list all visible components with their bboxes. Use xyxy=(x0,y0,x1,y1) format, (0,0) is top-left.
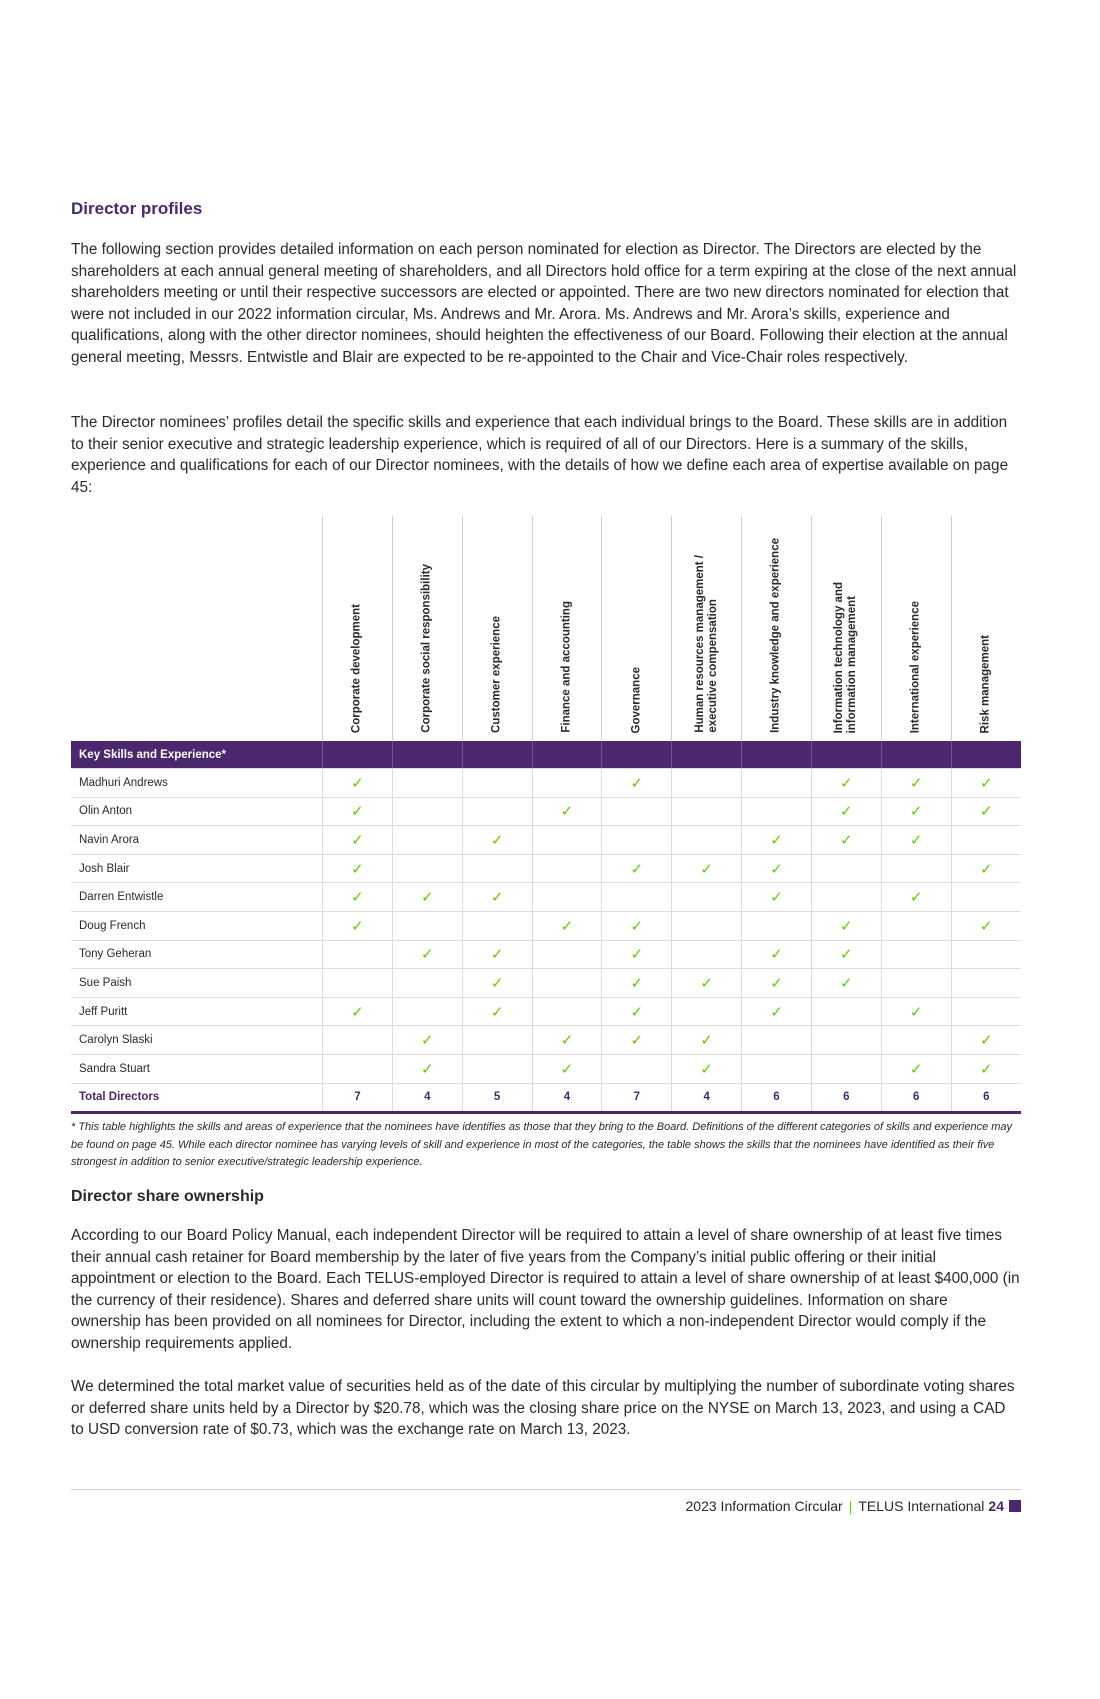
checkmark-icon: ✓ xyxy=(881,997,951,1026)
checkmark-icon: ✓ xyxy=(602,769,672,798)
director-name: Jeff Puritt xyxy=(71,997,323,1026)
empty-cell xyxy=(323,1026,393,1055)
column-header xyxy=(951,516,1021,741)
checkmark-icon: ✓ xyxy=(742,826,812,855)
column-header-label: Information technology and information management xyxy=(833,581,859,733)
empty-cell xyxy=(881,969,951,998)
total-value: 4 xyxy=(672,1083,742,1113)
empty-cell xyxy=(672,997,742,1026)
total-value: 4 xyxy=(532,1083,602,1113)
empty-cell xyxy=(532,826,602,855)
band-cell xyxy=(811,741,881,769)
checkmark-icon: ✓ xyxy=(811,940,881,969)
key-skills-band xyxy=(71,741,1021,769)
checkmark-icon: ✓ xyxy=(323,883,393,912)
total-row xyxy=(71,1083,1021,1113)
empty-cell xyxy=(462,854,532,883)
share-ownership-paragraph-2: We determined the total market value of securities held as of the date of this circular by multiplying the number of subordinate voting shares or deferred share units held by a Director by $20.78, which was the closing share price on the NYSE on March 13, 2023, and using a CAD to USD conversion rate of $0.73, which was the exchange rate on March 13, 2023. xyxy=(71,1378,1015,1439)
checkmark-icon: ✓ xyxy=(323,911,393,940)
total-value: 4 xyxy=(392,1083,462,1113)
column-header xyxy=(392,516,462,741)
empty-cell xyxy=(811,883,881,912)
director-name: Olin Anton xyxy=(71,797,323,826)
section-title-share-ownership: Director share ownership xyxy=(71,1188,264,1205)
column-header-label: Customer experience xyxy=(490,616,503,733)
checkmark-icon: ✓ xyxy=(672,1054,742,1083)
column-header xyxy=(881,516,951,741)
checkmark-icon: ✓ xyxy=(323,797,393,826)
checkmark-icon: ✓ xyxy=(951,1026,1021,1055)
director-name: Sue Paish xyxy=(71,969,323,998)
checkmark-icon: ✓ xyxy=(532,1026,602,1055)
checkmark-icon: ✓ xyxy=(811,911,881,940)
page-marker-square xyxy=(1009,1500,1021,1512)
checkmark-icon: ✓ xyxy=(392,1054,462,1083)
checkmark-icon: ✓ xyxy=(881,826,951,855)
column-header-label: Human resources management / executive compensation xyxy=(693,555,719,733)
checkmark-icon: ✓ xyxy=(532,797,602,826)
empty-cell xyxy=(672,883,742,912)
column-header xyxy=(602,516,672,741)
section-title-director-profiles: Director profiles xyxy=(71,199,203,218)
column-header-label: Corporate social responsibility xyxy=(420,564,433,733)
empty-cell xyxy=(742,1054,812,1083)
director-profiles-paragraph-1: The following section provides detailed information on each person nominated for election as Director. The Directors are elected by the shareholders at each annual general meeting of shareholders, and all Directors hold office for a term expiring at the close of the next annual shareholders meeting or until their respective successors are elected or appointed. There are two new directors nominated for election that were not included in our 2022 information circular, Ms. Andrews and Mr. Arora. Ms. Andrews and Mr. Arora’s skills, experience and qualifications, along with the other director nominees, should heighten the effectiveness of our Board. Following their election at the annual general meeting, Messrs. Entwistle and Blair are expected to be re-appointed to the Chair and Vice-Chair roles respectively. xyxy=(71,241,1017,366)
checkmark-icon: ✓ xyxy=(392,940,462,969)
checkmark-icon: ✓ xyxy=(672,1026,742,1055)
page-number: 24 xyxy=(988,1498,1004,1514)
empty-cell xyxy=(462,1054,532,1083)
column-header xyxy=(323,516,393,741)
empty-cell xyxy=(532,769,602,798)
empty-cell xyxy=(672,940,742,969)
empty-cell xyxy=(392,854,462,883)
band-cell xyxy=(462,741,532,769)
checkmark-icon: ✓ xyxy=(462,940,532,969)
total-value: 7 xyxy=(323,1083,393,1113)
empty-cell xyxy=(392,769,462,798)
empty-cell xyxy=(532,940,602,969)
table-row xyxy=(71,826,1021,855)
column-header xyxy=(811,516,881,741)
empty-cell xyxy=(951,826,1021,855)
column-header-label: International experience xyxy=(909,600,922,733)
checkmark-icon: ✓ xyxy=(602,997,672,1026)
empty-cell xyxy=(672,826,742,855)
checkmark-icon: ✓ xyxy=(811,969,881,998)
band-cell xyxy=(323,741,393,769)
column-header-label: Corporate development xyxy=(350,603,363,733)
empty-cell xyxy=(392,997,462,1026)
checkmark-icon: ✓ xyxy=(532,911,602,940)
checkmark-icon: ✓ xyxy=(462,997,532,1026)
band-cell xyxy=(742,741,812,769)
director-name: Sandra Stuart xyxy=(71,1054,323,1083)
total-value: 7 xyxy=(602,1083,672,1113)
band-cell xyxy=(672,741,742,769)
checkmark-icon: ✓ xyxy=(323,854,393,883)
checkmark-icon: ✓ xyxy=(602,911,672,940)
director-name: Darren Entwistle xyxy=(71,883,323,912)
empty-cell xyxy=(811,997,881,1026)
checkmark-icon: ✓ xyxy=(881,1054,951,1083)
footer-doc-title: 2023 Information Circular xyxy=(685,1498,843,1514)
checkmark-icon: ✓ xyxy=(881,883,951,912)
total-value: 6 xyxy=(811,1083,881,1113)
empty-cell xyxy=(672,769,742,798)
share-ownership-paragraph-1: According to our Board Policy Manual, each independent Director will be required to attain a level of share ownership of at least five times their annual cash retainer for Board membership by the later of five years from the Company’s initial public offering or their initial appointment or election to the Board. Each TELUS-employed Director is required to attain a level of share ownership of at least $400,000 (in the currency of their residence). Shares and deferred share units will count toward the ownership guidelines. Information on share ownership has been provided on all nominees for Director, including the extent to which a non-independent Director would comply if the ownership requirements applied. xyxy=(71,1227,1020,1352)
empty-cell xyxy=(532,969,602,998)
table-row xyxy=(71,883,1021,912)
checkmark-icon: ✓ xyxy=(881,797,951,826)
empty-cell xyxy=(392,969,462,998)
footer-separator: | xyxy=(848,1498,853,1514)
empty-cell xyxy=(602,826,672,855)
empty-cell xyxy=(602,1054,672,1083)
checkmark-icon: ✓ xyxy=(392,883,462,912)
total-value: 6 xyxy=(881,1083,951,1113)
checkmark-icon: ✓ xyxy=(462,883,532,912)
table-row xyxy=(71,854,1021,883)
empty-cell xyxy=(323,940,393,969)
key-skills-label: Key Skills and Experience* xyxy=(71,741,323,769)
table-row xyxy=(71,969,1021,998)
checkmark-icon: ✓ xyxy=(672,969,742,998)
empty-cell xyxy=(392,826,462,855)
empty-cell xyxy=(742,797,812,826)
empty-cell xyxy=(672,911,742,940)
checkmark-icon: ✓ xyxy=(951,854,1021,883)
footer-rule xyxy=(71,1489,1021,1490)
empty-cell xyxy=(672,797,742,826)
column-header-label: Risk management xyxy=(979,634,992,733)
checkmark-icon: ✓ xyxy=(811,826,881,855)
column-header xyxy=(532,516,602,741)
column-header xyxy=(742,516,812,741)
table-footnote: * This table highlights the skills and areas of experience that the nominees have identifies as those that they bring to the Board. Definitions of the different categories of skills and experience may be found on page 45. While each director nominee has varying levels of skill and experience in most of the categories, the table shows the skills that the nominees have identified as their five strongest in addition to senior executive/strategic leadership experience. xyxy=(71,1121,1013,1168)
checkmark-icon: ✓ xyxy=(742,969,812,998)
band-cell xyxy=(392,741,462,769)
empty-cell xyxy=(462,911,532,940)
director-name: Navin Arora xyxy=(71,826,323,855)
director-name: Madhuri Andrews xyxy=(71,769,323,798)
total-label: Total Directors xyxy=(71,1083,323,1113)
total-value: 5 xyxy=(462,1083,532,1113)
empty-cell xyxy=(951,883,1021,912)
column-header-label: Governance xyxy=(630,666,643,733)
empty-cell xyxy=(811,1054,881,1083)
empty-cell xyxy=(532,854,602,883)
empty-cell xyxy=(602,797,672,826)
table-row xyxy=(71,1026,1021,1055)
checkmark-icon: ✓ xyxy=(742,883,812,912)
checkmark-icon: ✓ xyxy=(602,1026,672,1055)
empty-cell xyxy=(881,911,951,940)
checkmark-icon: ✓ xyxy=(602,969,672,998)
director-profiles-paragraph-2: The Director nominees’ profiles detail the specific skills and experience that each individual brings to the Board. These skills are in addition to their senior executive and strategic leadership experience, which is required of all of our Directors. Here is a summary of the skills, experience and qualifications for each of our Director nominees, with the details of how we define each area of expertise available on page 45: xyxy=(71,414,1009,496)
empty-cell xyxy=(742,911,812,940)
checkmark-icon: ✓ xyxy=(811,769,881,798)
column-header-row xyxy=(71,516,1021,741)
band-cell xyxy=(881,741,951,769)
table-row xyxy=(71,797,1021,826)
director-name: Tony Geheran xyxy=(71,940,323,969)
total-value: 6 xyxy=(951,1083,1021,1113)
table-row xyxy=(71,1054,1021,1083)
band-cell xyxy=(532,741,602,769)
column-header-label: Industry knowledge and experience xyxy=(769,538,782,733)
footer-company: TELUS International xyxy=(858,1498,985,1514)
checkmark-icon: ✓ xyxy=(323,769,393,798)
empty-cell xyxy=(881,854,951,883)
column-header-label: Finance and accounting xyxy=(560,601,573,733)
table-row xyxy=(71,911,1021,940)
checkmark-icon: ✓ xyxy=(392,1026,462,1055)
checkmark-icon: ✓ xyxy=(742,854,812,883)
column-header xyxy=(672,516,742,741)
total-value: 6 xyxy=(742,1083,812,1113)
checkmark-icon: ✓ xyxy=(951,797,1021,826)
empty-cell xyxy=(462,769,532,798)
empty-cell xyxy=(532,997,602,1026)
checkmark-icon: ✓ xyxy=(532,1054,602,1083)
empty-cell xyxy=(742,769,812,798)
checkmark-icon: ✓ xyxy=(323,997,393,1026)
director-name: Josh Blair xyxy=(71,854,323,883)
empty-cell xyxy=(602,883,672,912)
director-name: Doug French xyxy=(71,911,323,940)
empty-cell xyxy=(742,1026,812,1055)
checkmark-icon: ✓ xyxy=(951,769,1021,798)
checkmark-icon: ✓ xyxy=(323,826,393,855)
checkmark-icon: ✓ xyxy=(951,1054,1021,1083)
table-row xyxy=(71,769,1021,798)
empty-cell xyxy=(392,797,462,826)
band-cell xyxy=(602,741,672,769)
empty-cell xyxy=(392,911,462,940)
checkmark-icon: ✓ xyxy=(811,797,881,826)
empty-cell xyxy=(532,883,602,912)
table-row xyxy=(71,997,1021,1026)
page-footer xyxy=(686,1498,1021,1514)
checkmark-icon: ✓ xyxy=(881,769,951,798)
empty-cell xyxy=(811,1026,881,1055)
director-name: Carolyn Slaski xyxy=(71,1026,323,1055)
empty-cell xyxy=(811,854,881,883)
empty-cell xyxy=(881,1026,951,1055)
empty-cell xyxy=(951,997,1021,1026)
checkmark-icon: ✓ xyxy=(742,940,812,969)
empty-cell xyxy=(881,940,951,969)
header-spacer xyxy=(71,516,323,741)
empty-cell xyxy=(323,969,393,998)
empty-cell xyxy=(323,1054,393,1083)
empty-cell xyxy=(951,940,1021,969)
band-cell xyxy=(951,741,1021,769)
checkmark-icon: ✓ xyxy=(951,911,1021,940)
empty-cell xyxy=(462,797,532,826)
table-row xyxy=(71,940,1021,969)
skills-matrix-table xyxy=(71,516,1021,1114)
checkmark-icon: ✓ xyxy=(462,969,532,998)
checkmark-icon: ✓ xyxy=(672,854,742,883)
column-header xyxy=(462,516,532,741)
empty-cell xyxy=(462,1026,532,1055)
matrix-body xyxy=(71,741,1021,1113)
empty-cell xyxy=(951,969,1021,998)
checkmark-icon: ✓ xyxy=(742,997,812,1026)
checkmark-icon: ✓ xyxy=(462,826,532,855)
checkmark-icon: ✓ xyxy=(602,940,672,969)
checkmark-icon: ✓ xyxy=(602,854,672,883)
